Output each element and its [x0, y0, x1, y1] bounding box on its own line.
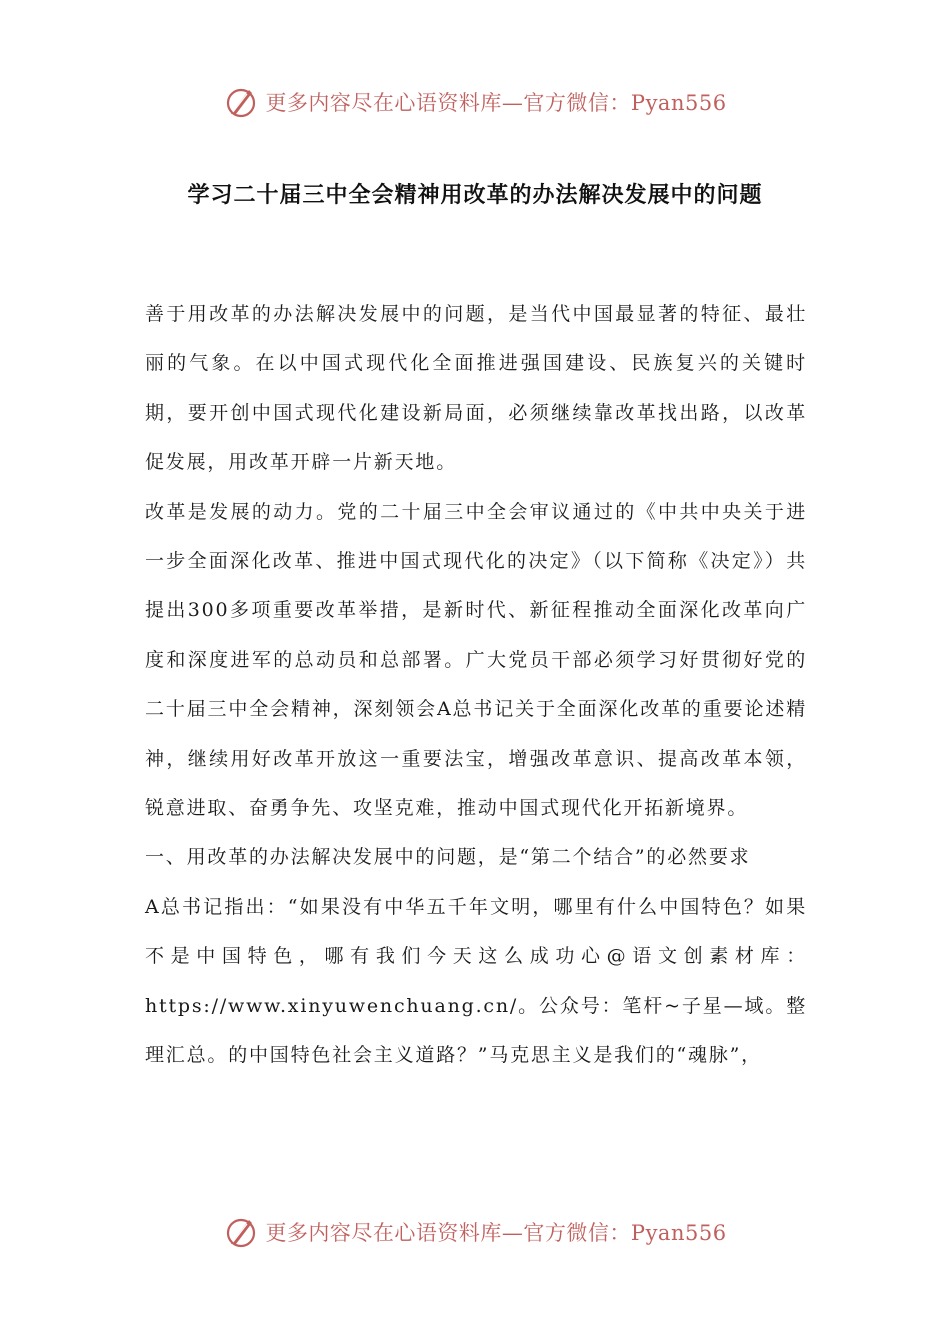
section-heading-1: 一、用改革的办法解决发展中的问题，是“第二个结合”的必然要求 — [145, 846, 751, 869]
paragraph-3: A总书记指出：“如果没有中华五千年文明，哪里有什么中国特色？如果不是中国特色，哪有我们今天这么成功心@语文创素材库：https://www.xinyuwenchuang.cn/。公众号：笔杆~子星—域。整理汇总。的中国特色社会主义道路？”马克思主义是我们的“魂脉”， — [145, 895, 807, 1067]
header-banner-text: 更多内容尽在心语资料库—官方微信：Pyan556 — [265, 91, 727, 115]
quill-pen-logo-icon — [223, 84, 259, 120]
quill-pen-logo-icon — [223, 1214, 259, 1250]
paragraph-1: 善于用改革的办法解决发展中的问题，是当代中国最显著的特征、最壮丽的气象。在以中国式现代化全面推进强国建设、民族复兴的关键时期，要开创中国式现代化建设新局面，必须继续靠改革找出路，以改革促发展，用改革开辟一片新天地。 — [145, 303, 807, 474]
header-banner — [0, 82, 950, 122]
footer-banner-text: 更多内容尽在心语资料库—官方微信：Pyan556 — [265, 1221, 727, 1245]
document-title: 学习二十届三中全会精神用改革的办法解决发展中的问题 — [187, 183, 763, 208]
paragraph-2: 改革是发展的动力。党的二十届三中全会审议通过的《中共中央关于进一步全面深化改革、推进中国式现代化的决定》（以下简称《决定》）共提出300多项重要改革举措，是新时代、新征程推动全面深化改革向广度和深度进军的总动员和总部署。广大党员干部必须学习好贯彻好党的二十届三中全会精神，深刻领会A总书记关于全面深化改革的重要论述精神，继续用好改革开放这一重要法宝，增强改革意识、提高改革本领，锐意进取、奋勇争先、攻坚克难，推动中国式现代化开拓新境界。 — [145, 500, 807, 820]
document-body — [145, 290, 807, 1081]
footer-banner — [0, 1212, 950, 1252]
